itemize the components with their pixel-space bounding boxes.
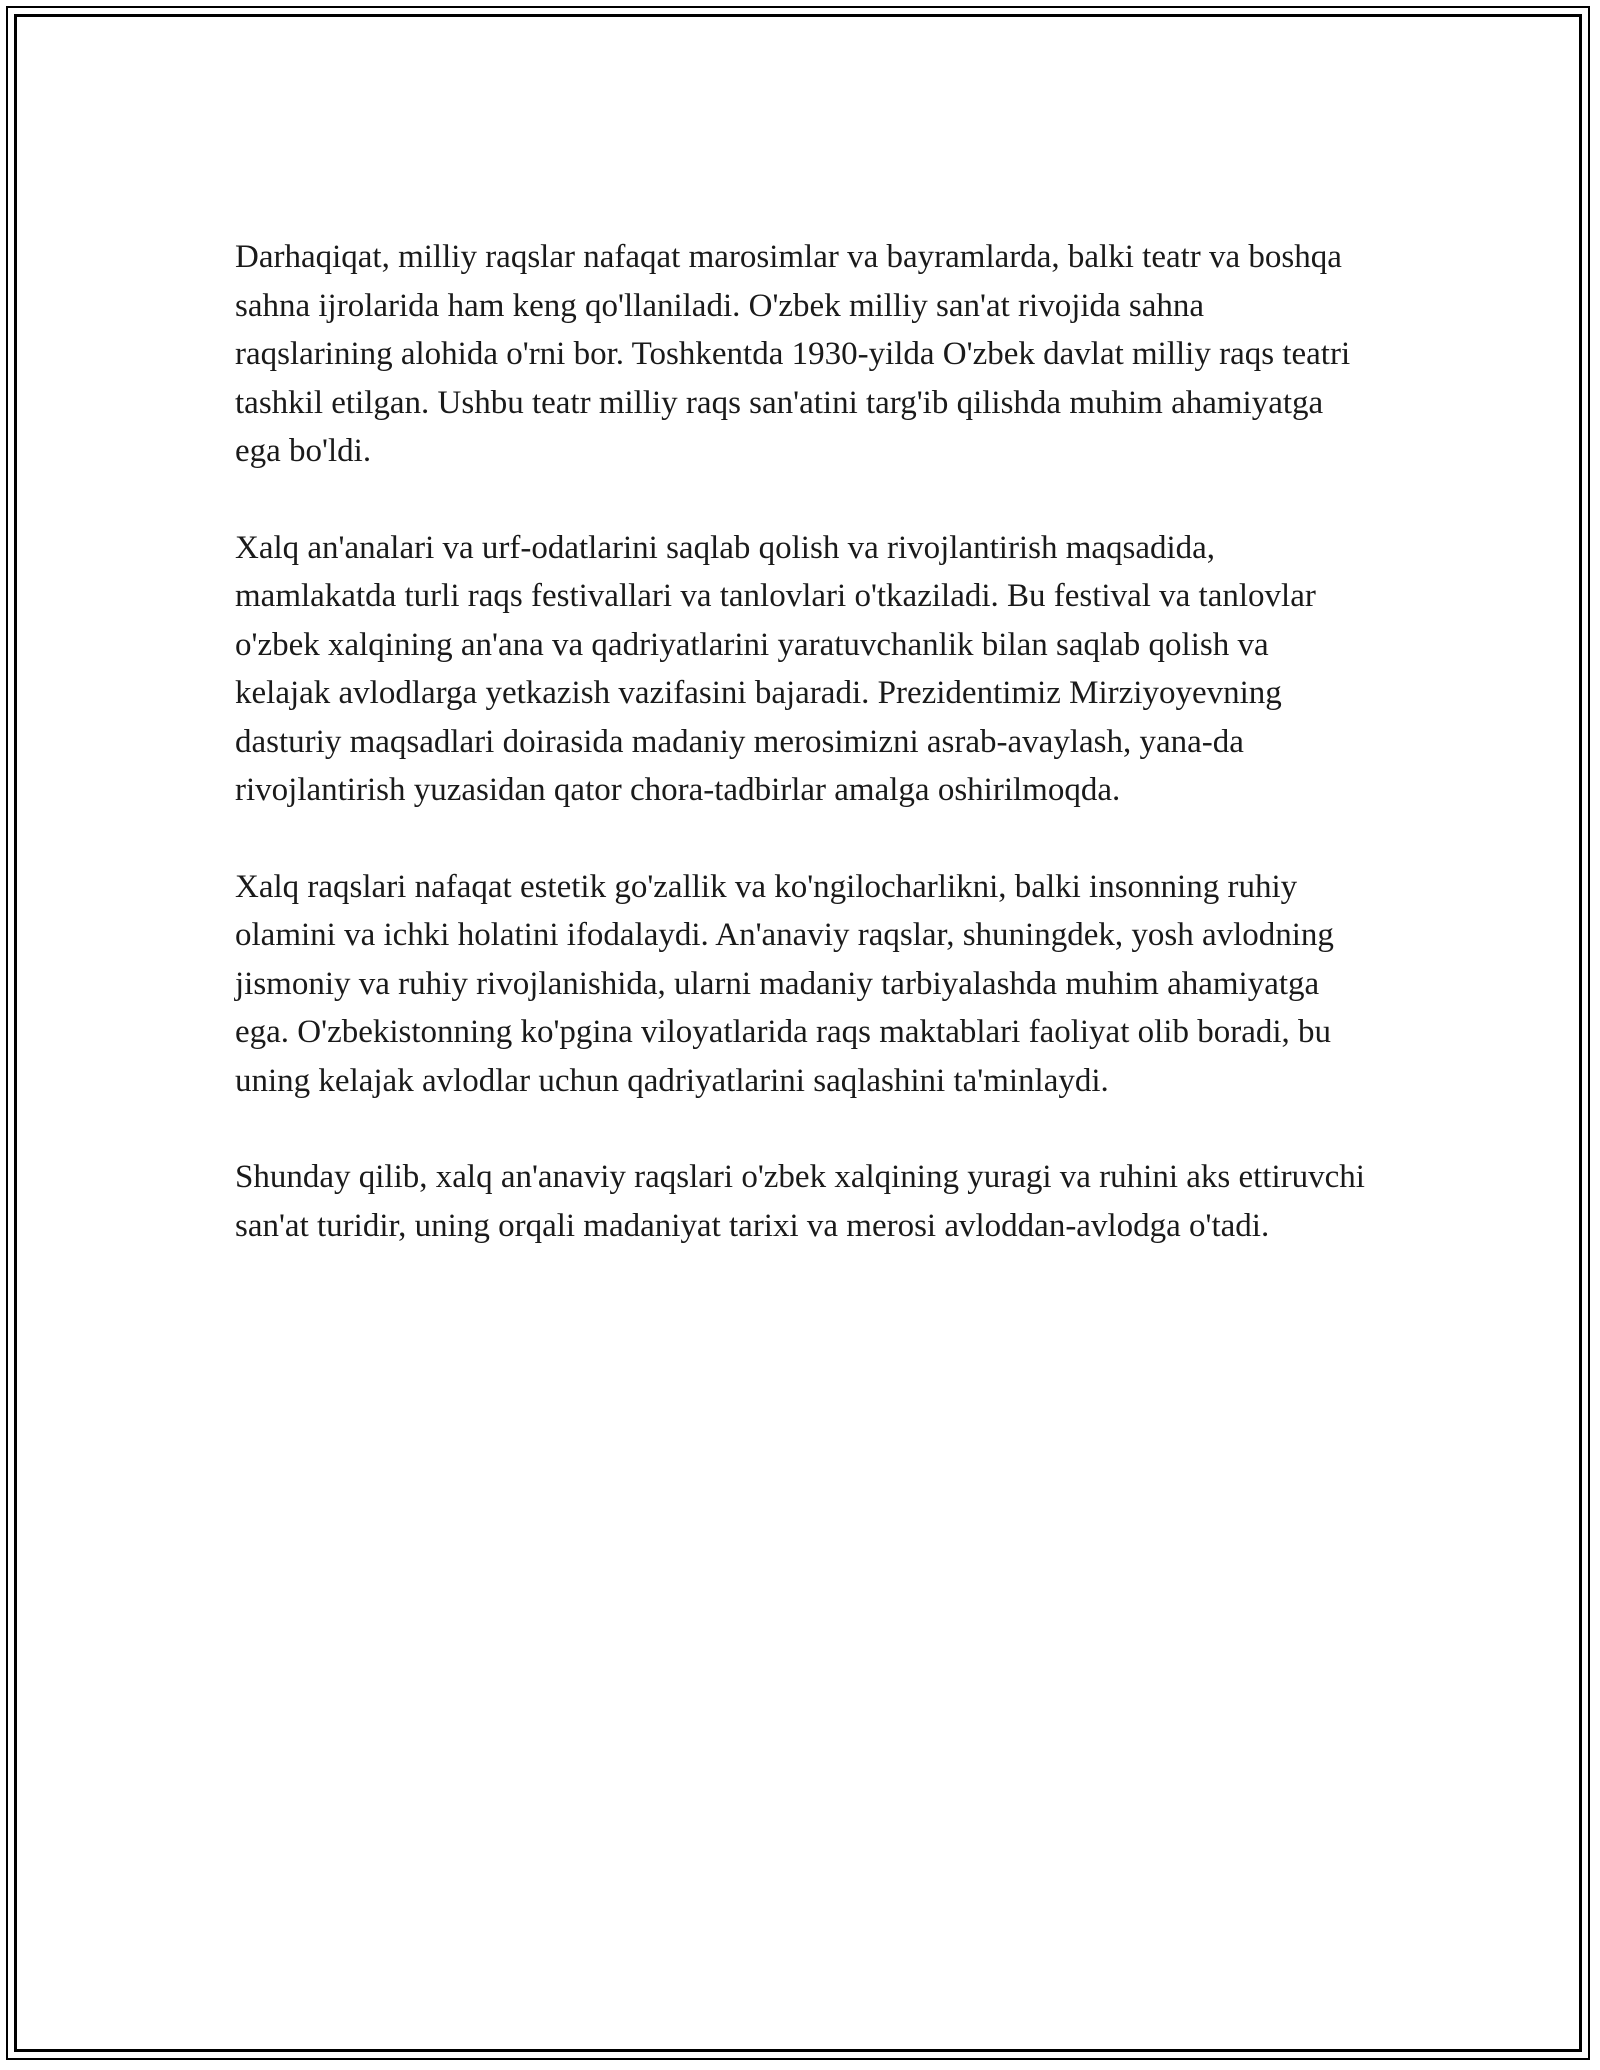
paragraph-1: Darhaqiqat, milliy raqslar nafaqat marosimlar va bayramlarda, balki teatr va boshqa sahna ijrolarida ham keng qo'llaniladi. O'zbek milliy san'at rivojida sahna raqslarining alohida o'rni bor. Toshkentda 1930-yilda O'zbek davlat milliy raqs teatri tashkil etilgan. Ushbu teatr milliy raqs san'atini targ'ib qilishda muhim ahamiyatga ega bo'ldi. (235, 239, 1351, 469)
paragraph-2: Xalq an'analari va urf-odatlarini saqlab qolish va rivojlantirish maqsadida, mamlakatda turli raqs festivallari va tanlovlari o'tkaziladi. Bu festival va tanlovlar o'zbek xalqining an'ana va qadriyatlarini yaratuvchanlik bilan saqlab qolish va kelajak avlodlarga yetkazish vazifasini bajaradi. Prezidentimiz Mirziyoyevning dasturiy maqsadlari doirasida madaniy merosimizni asrab-avaylash, yana-da rivojlantirish yuzasidan qator chora-tadbirlar amalga oshirilmoqda. (235, 529, 1316, 808)
paragraph-4: Shunday qilib, xalq an'anaviy raqslari o'zbek xalqining yuragi va ruhini aks ettiruvchi san'at turidir, uning orqali madaniyat tarixi va merosi avloddan-avlodga o'tadi. (235, 1159, 1365, 1244)
document-body (235, 233, 1365, 1298)
paragraph-3: Xalq raqslari nafaqat estetik go'zallik va ko'ngilocharlikni, balki insonning ruhiy olamini va ichki holatini ifodalaydi. An'anaviy raqslar, shuningdek, yosh avlodning jismoniy va ruhiy rivojlanishida, ularni madaniy tarbiyalashda muhim ahamiyatga ega. O'zbekistonning ko'pgina viloyatlarida raqs maktablari faoliyat olib boradi, bu uning kelajak avlodlar uchun qadriyatlarini saqlashini ta'minlaydi. (235, 868, 1334, 1099)
